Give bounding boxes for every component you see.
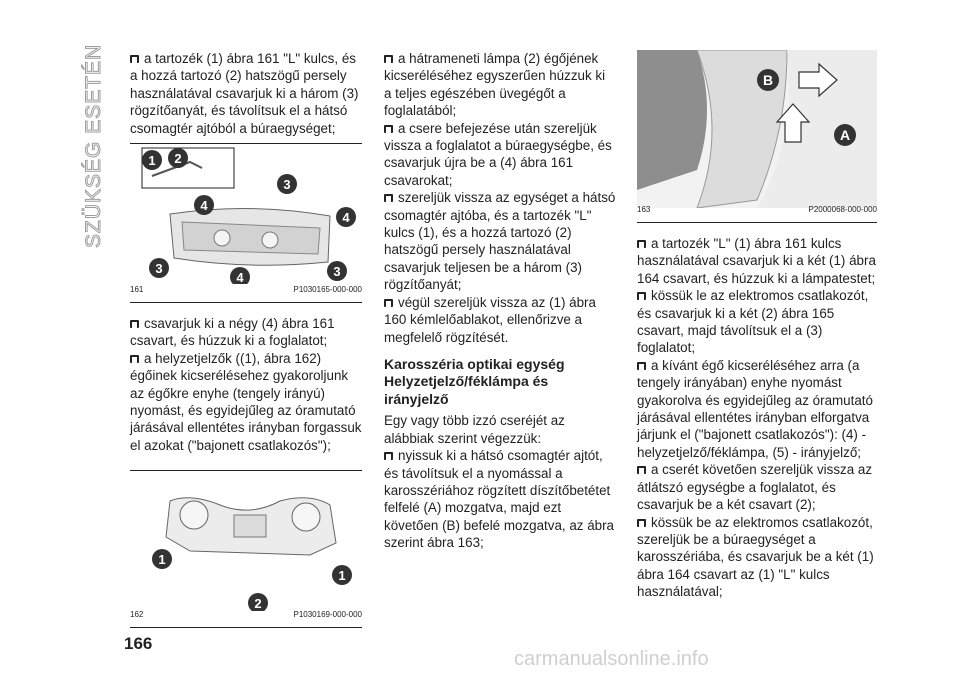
figure-caption — [130, 606, 362, 623]
figure-code: P1030165-000-000 — [293, 284, 362, 294]
figure-162-illustration — [130, 471, 362, 611]
bullet-icon — [130, 320, 139, 328]
bullet-icon — [637, 519, 646, 527]
callout-label: 3 — [333, 264, 341, 280]
paragraph-text: kössük be az elektromos csatlakozót, szereljük be a búraegységet a karosszériába, és csavarjuk be a két (1) ábra 164 csavart az (1) "L" kulcs használatával; — [637, 514, 874, 600]
paragraph-text: a cserét követően szereljük vissza az átlátszó egységbe a foglalatot, és csavarjuk be a két csavart (2); — [637, 462, 873, 513]
callout-label: B — [762, 72, 774, 88]
page-number: 166 — [124, 634, 153, 653]
bullet-icon — [384, 194, 393, 202]
bullet-paragraph — [130, 50, 362, 137]
bullet-paragraph — [637, 514, 877, 601]
figure-code: P2000068-000-000 — [808, 204, 877, 214]
paragraph-text: csavarjuk ki a négy (4) ábra 161 csavart, és húzzuk ki a foglalatot; — [130, 316, 335, 349]
bullet-icon — [384, 55, 393, 63]
paragraph-text: a tartozék "L" (1) ábra 161 kulcs használatával csavarjuk ki a két (1) ábra 164 csavart, és húzzuk ki a lámpatestet; — [637, 236, 876, 286]
bullet-icon — [637, 292, 646, 300]
bullet-paragraph — [637, 235, 877, 287]
paragraph-text: kössük le az elektromos csatlakozót, és csavarjuk ki a két (2) ábra 165 csavart, majd távolítsuk el a (3) foglalatot; — [637, 288, 869, 356]
callout-label: 4 — [342, 210, 350, 226]
figure-162 — [130, 470, 362, 628]
bullet-icon — [130, 355, 139, 363]
bullet-icon — [637, 362, 646, 370]
bullet-paragraph — [130, 350, 362, 454]
figure-caption — [637, 201, 877, 218]
bullet-paragraph — [384, 120, 616, 190]
bullet-paragraph — [384, 447, 616, 551]
callout-label: 3 — [283, 177, 291, 193]
bullet-paragraph — [384, 189, 616, 293]
bullet-icon — [637, 240, 646, 248]
callout-label: 4 — [236, 270, 244, 285]
bullet-paragraph — [130, 315, 362, 350]
figure-caption — [130, 281, 362, 298]
figure-code: P1030169-000-000 — [293, 609, 362, 619]
paragraph-text: szereljük vissza az egységet a hátsó csomagtér ajtóba, és a tartozék "L" kulcs (1), és a hozzá tartozó (2) hatszögű persely használatával csavarjuk teljesen be a három (3) rögzítőanyát; — [384, 190, 616, 293]
bullet-paragraph — [384, 50, 616, 120]
bullet-icon — [384, 452, 393, 460]
watermark: carmanualsonline.info — [514, 648, 709, 670]
bullet-icon — [384, 125, 393, 133]
paragraph-text: a helyzetjelzők ((1), ábra 162) égőinek kicserélésehez gyakoroljunk az égőkre enyhe (tengely irányú) nyomást, és egyidejűleg az óramutató járásával ellentétes irányban forgassuk el azokat ("bajonett csatlakozós"); — [130, 350, 362, 453]
paragraph-text: a csere befejezése után szereljük vissza a foglalatot a búraegységbe, és csavarjuk újra be a (4) ábra 161 csavarokat; — [384, 120, 612, 188]
callout-label: 2 — [254, 596, 262, 612]
column-2 — [384, 50, 616, 552]
section-heading: Karosszéria optikai egység Helyzetjelző/féklámpa és irányjelző — [384, 355, 565, 407]
figure-163 — [637, 50, 877, 223]
bullet-paragraph — [637, 287, 877, 357]
figure-number: 161 — [130, 284, 144, 294]
bullet-paragraph — [384, 294, 616, 346]
section-title: SZÜKSÉG ESETÉN — [82, 43, 105, 248]
callout-label: 1 — [338, 568, 346, 584]
callout-label: 1 — [148, 153, 156, 169]
paragraph-text: a hátrameneti lámpa (2) égőjének kicseréléséhez egyszerűen húzzuk ki a teljes egészében üvegégőt a foglalatából; — [384, 51, 606, 119]
bullet-paragraph — [637, 461, 877, 513]
paragraph-text: a tartozék (1) ábra 161 "L" kulcs, és a hozzá tartozó (2) hatszögű persely használatával csavarjuk ki a három (3) rögzítőanyát, és távolítsuk el a hátsó csomagtér ajtóból a búraegységet; — [130, 51, 359, 136]
figure-number: 162 — [130, 609, 144, 619]
column-1 — [130, 50, 362, 628]
paragraph-text: végül szereljük vissza az (1) ábra 160 kémlelőablakot, ellenőrizve a megfelelő rögzítését. — [384, 294, 596, 345]
paragraph-text: a kívánt égő kicseréléséhez arra (a tengely irányában) enyhe nyomást gyakorolva és egyidejűleg az óramutató járásával ellentétes irányban elforgatva járjunk el ("bajonett csatlakozós"): (4) - helyzetjelző/féklámpa, (5) - irányjelző; — [637, 357, 873, 460]
figure-161 — [130, 143, 362, 303]
bullet-icon — [384, 299, 393, 307]
bullet-icon — [130, 55, 139, 63]
figure-161-illustration — [130, 144, 362, 284]
paragraph-text: nyissuk ki a hátsó csomagtér ajtót, és távolítsuk el a nyomással a karosszériához rögzített díszítőbetétet felfelé (A) mozgatva, majd ezt követően (B) befelé mozgatva, az ábra szerint ábra 163; — [384, 448, 615, 551]
callout-label: 2 — [174, 151, 182, 167]
figure-number: 163 — [637, 204, 651, 214]
bullet-paragraph — [637, 357, 877, 461]
figure-163-illustration — [637, 50, 877, 208]
intro-text: Egy vagy több izzó cseréjét az alábbiak szerint végezzük: — [384, 413, 565, 446]
bullet-icon — [637, 466, 646, 474]
callout-label: 4 — [200, 198, 208, 214]
callout-label: 3 — [155, 261, 163, 277]
callout-label: 1 — [158, 552, 166, 568]
column-3 — [637, 50, 877, 601]
callout-label: A — [839, 127, 851, 143]
